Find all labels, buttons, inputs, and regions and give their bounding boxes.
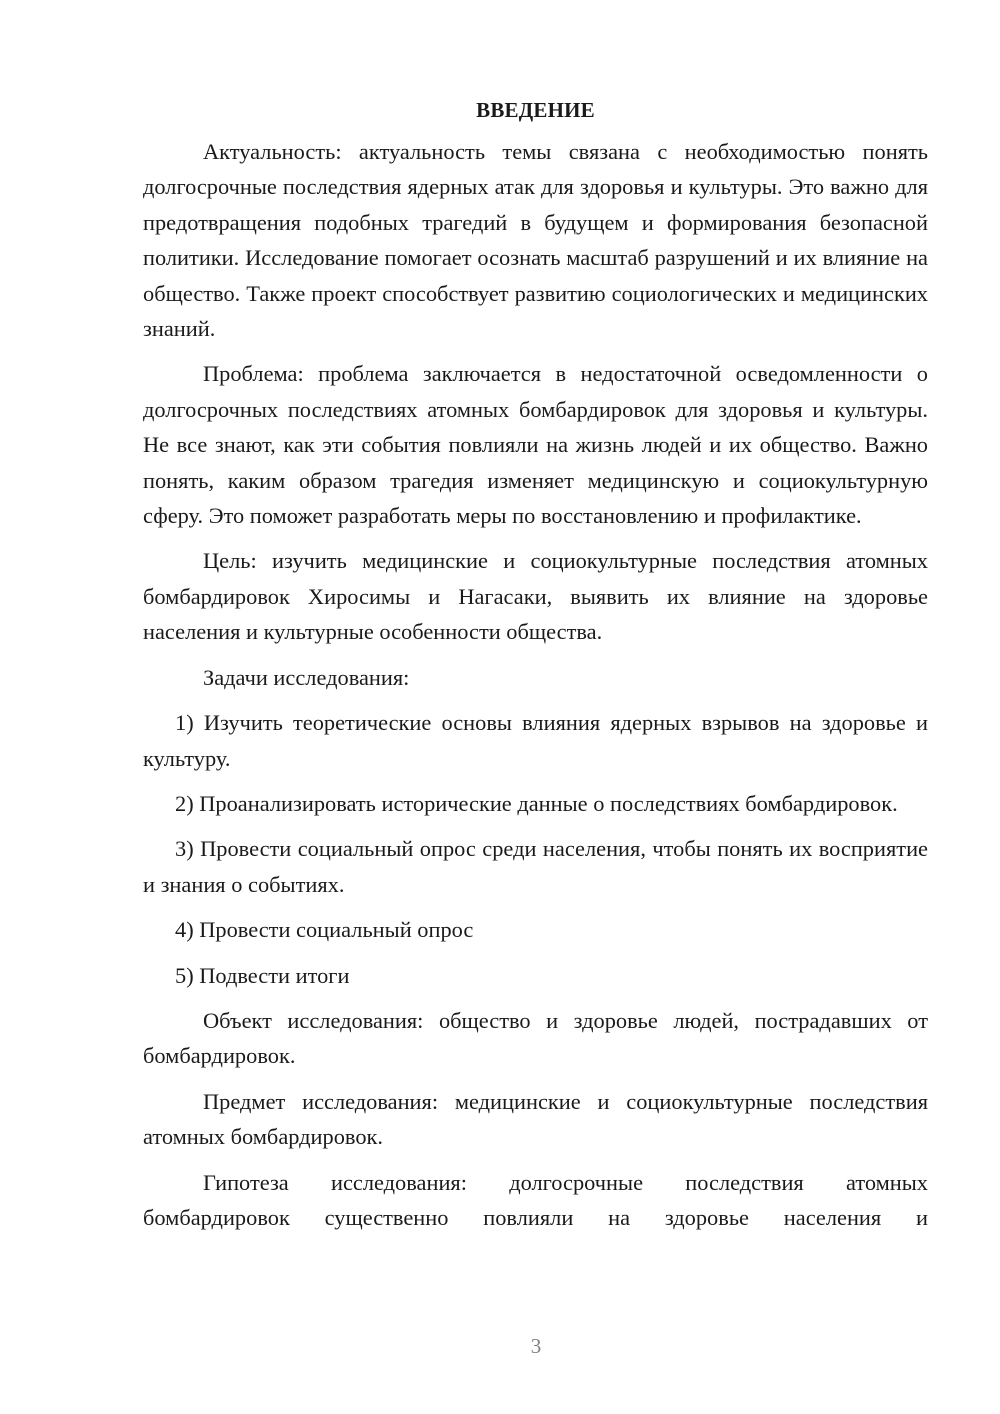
task-item-5: 5) Подвести итоги [175,962,350,988]
subject-paragraph: Предмет исследования: медицинские и социокультурные последствия атомных бомбардировок. [143,1088,928,1150]
task-item-1: 1) Изучить теоретические основы влияния ядерных взрывов на здоровье и культуру. [143,710,928,771]
tasks-heading: Задачи исследования: [203,664,410,690]
page-number: 3 [530,1334,542,1358]
problem-paragraph: Проблема: проблема заключается в недостаточной осведомленности о долгосрочных последствиях атомных бомбардировок для здоровья и культуры. Не все знают, как эти события повлияли на жизнь людей и их общество. Важно понять, каким образом трагедия изменяет медицинскую и социокультурную сферу. Это поможет разработать меры по восстановлению и профилактике. [143,361,928,529]
section-title: ВВЕДЕНИЕ [476,98,595,122]
relevance-paragraph: Актуальность: актуальность темы связана с необходимостью понять долгосрочные последствия ядерных атак для здоровья и культуры. Это важно для предотвращения подобных трагедий в будущем и формирования безопасной политики. Исследование помогает осознать масштаб разрушений и их влияние на общество. Также проект способствует развитию социологических и медицинских знаний. [143,139,928,342]
document-page [143,92,928,1245]
task-item-4: 4) Провести социальный опрос [175,917,474,943]
task-item-3: 3) Провести социальный опрос среди населения, чтобы понять их восприятие и знания о событиях. [143,836,928,897]
goal-paragraph: Цель: изучить медицинские и социокультурные последствия атомных бомбардировок Хиросимы и Нагасаки, выявить их влияние на здоровье населения и культурные особенности общества. [143,548,928,645]
object-paragraph: Объект исследования: общество и здоровье людей, пострадавших от бомбардировок. [143,1007,928,1069]
task-item-2: 2) Проанализировать исторические данные о последствиях бомбардировок. [175,790,898,816]
hypothesis-paragraph: Гипотеза исследования: долгосрочные последствия атомных бомбардировок существенно повлияли на здоровье населения и [143,1169,928,1230]
